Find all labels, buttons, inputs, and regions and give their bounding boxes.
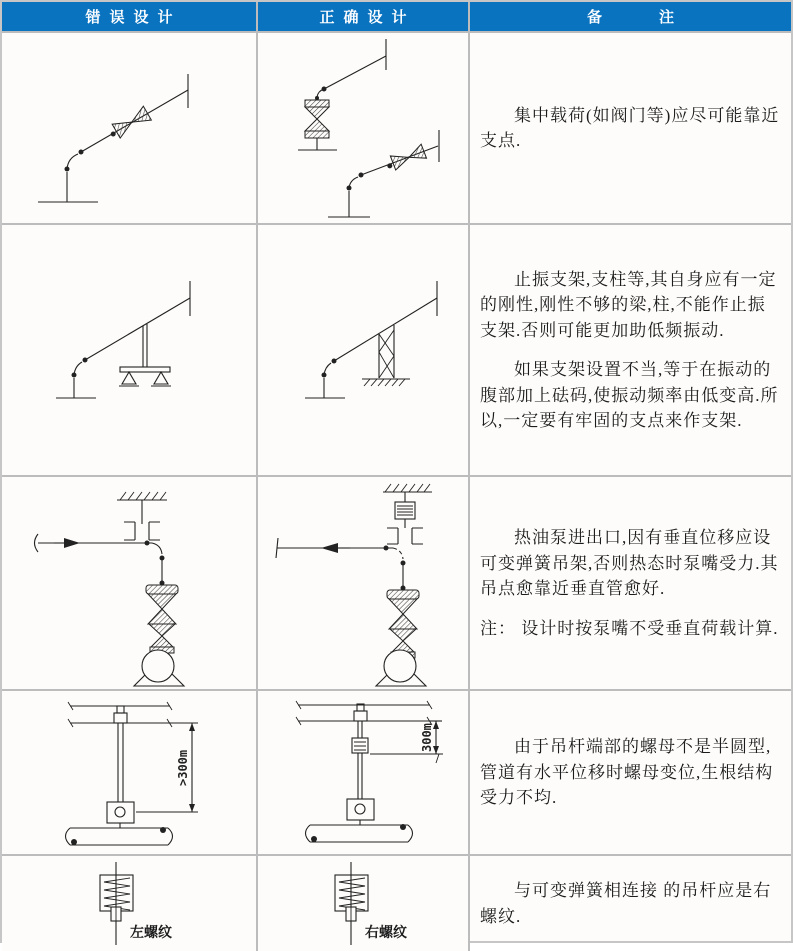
spring-box-icon — [395, 502, 415, 519]
dimension-label: 300m — [420, 723, 434, 752]
header-notes — [470, 2, 791, 31]
diagram-row3-correct — [258, 478, 468, 688]
row2-correct-design-cell — [258, 225, 470, 475]
row3-notes-cell — [470, 477, 791, 689]
nut-icon — [354, 704, 367, 721]
expansion-joint-icon — [146, 581, 178, 658]
header-wrong-design-label: 错误设计 — [85, 9, 182, 26]
table-row-5 — [2, 856, 791, 951]
note-paragraph: 注： 设计时按泵嘴不受垂直荷载计算. — [480, 618, 779, 638]
diagram-row5-wrong — [2, 857, 256, 950]
table-row-3 — [2, 477, 791, 691]
row5-notes-cell — [470, 856, 791, 951]
header-correct-design — [258, 2, 470, 31]
dimension-label: >300m — [176, 749, 190, 786]
diagram-row1-wrong — [2, 34, 256, 222]
header-notes-label: 备 注 — [586, 9, 683, 26]
rigid-hanger-icon — [124, 522, 160, 540]
pipe-clamp-icon — [107, 802, 134, 828]
thread-direction-label: 右螺纹 — [365, 926, 407, 941]
dimension-line — [370, 721, 443, 763]
row1-wrong-design-cell — [2, 33, 258, 223]
note-paragraph: 由于吊杆端部的螺母不是半圆型,管道有水平位移时螺母变位,生根结构受力不均. — [480, 737, 774, 808]
pipe-clamp-icon — [347, 799, 374, 825]
table-row-4 — [2, 691, 791, 856]
ceiling-hatch-icon — [385, 484, 430, 492]
note-paragraph: 热油泵进出口,因有垂直位移应设可变弹簧吊架,否则热态时泵嘴受力.其吊点愈靠近垂直管愈好. — [480, 528, 779, 598]
note-paragraph: 如果支架设置不当,等于在振动的腹部加上砝码,使振动频率由低变高.所以,一定要有牢固的支点来作支架. — [480, 360, 779, 430]
pump-icon — [134, 650, 184, 686]
flow-arrow-icon — [321, 543, 338, 553]
row1-notes-cell — [470, 33, 791, 223]
dimension-line — [136, 723, 198, 812]
nut-icon — [114, 706, 127, 723]
row2-wrong-design-cell — [2, 225, 258, 475]
valve-icon — [384, 144, 426, 172]
valve-icon — [107, 106, 152, 141]
row4-notes-cell — [470, 691, 791, 854]
diagram-row4-wrong — [2, 692, 256, 853]
pipe-icon — [306, 824, 413, 842]
diagram-row4-correct — [258, 692, 468, 853]
row3-correct-design-cell — [258, 477, 470, 689]
rigid-hanger-icon — [387, 528, 423, 544]
diagram-row1-correct — [258, 34, 468, 222]
header-wrong-design — [2, 2, 258, 31]
pump-icon — [376, 650, 426, 686]
coupling-nut-icon — [352, 738, 368, 753]
note-paragraph: 集中载荷(如阀门等)应尽可能靠近支点. — [480, 105, 780, 150]
row1-correct-design-cell — [258, 33, 470, 223]
diagram-row2-correct — [258, 226, 468, 474]
table-row-1 — [2, 33, 791, 225]
note-paragraph: 止振支架,支柱等,其自身应有一定的刚性,刚性不够的梁,柱,不能作止振支架.否则可能更加助低频振动. — [480, 269, 777, 340]
diagram-row3-wrong — [2, 478, 256, 688]
braced-column-support-icon — [362, 325, 410, 386]
table-header — [2, 2, 791, 33]
row2-notes-cell — [470, 225, 791, 475]
valve-icon — [305, 100, 329, 138]
header-correct-design-label: 正确设计 — [319, 9, 416, 26]
note-paragraph: 与可变弹簧相连接 的吊杆应是右螺纹. — [480, 881, 772, 926]
row3-wrong-design-cell — [2, 477, 258, 689]
diagram-row2-wrong — [2, 226, 256, 474]
row5-correct-design-cell — [258, 856, 470, 951]
row5-wrong-design-cell — [2, 856, 258, 951]
ceiling-hatch-icon — [120, 492, 166, 500]
pipe-icon — [66, 827, 173, 845]
flow-arrow-icon — [64, 538, 80, 548]
row4-wrong-design-cell — [2, 691, 258, 854]
thread-direction-label: 左螺纹 — [130, 926, 172, 941]
row4-correct-design-cell — [258, 691, 470, 854]
weak-post-support-icon — [119, 324, 171, 386]
diagram-row5-correct — [258, 857, 468, 950]
table-row-2 — [2, 225, 791, 477]
